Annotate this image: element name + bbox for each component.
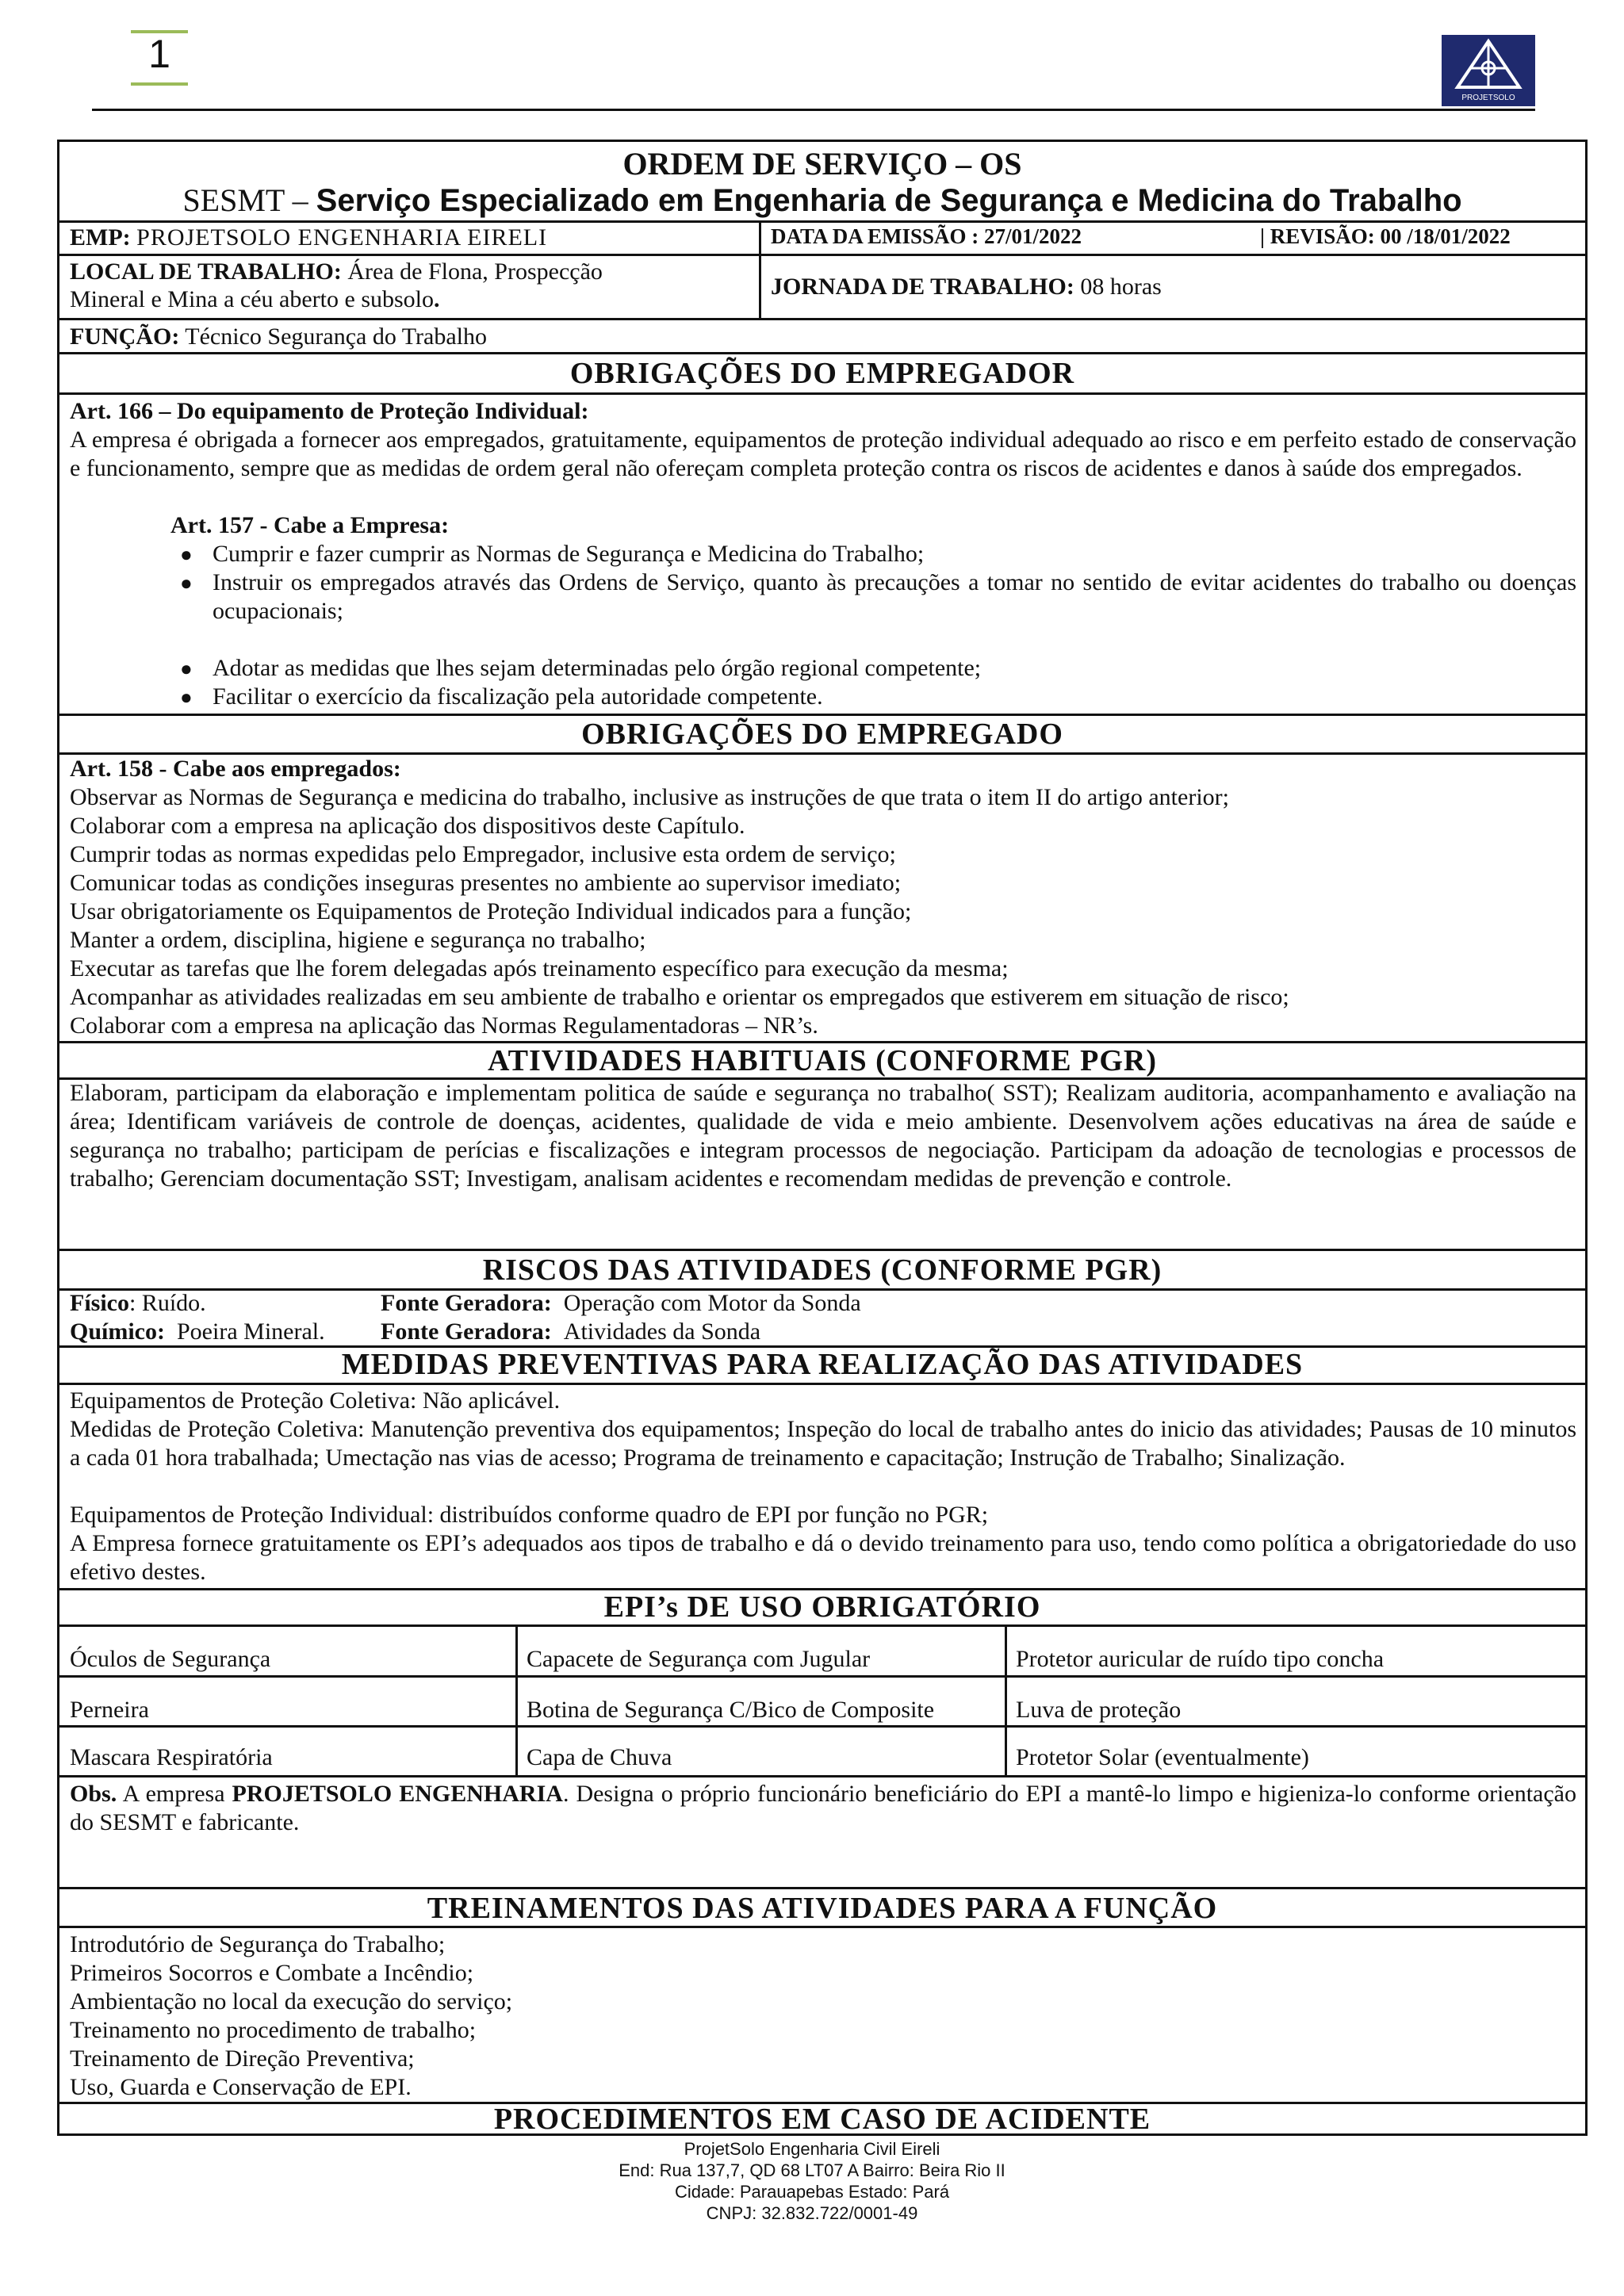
art166-text: A empresa é obrigada a fornecer aos empregados, gratuitamente, equipamentos de proteção individual adequado ao risco e em perfeito estado de conservação e funcionamento, sempre que as medidas de ordem geral não ofereçam completa proteção contra os riscos de acidentes e danos à saúde dos empregados.	[70, 427, 1576, 481]
bullet-icon: ●	[180, 543, 193, 566]
empregado-item: Manter a ordem, disciplina, higiene e segurança no trabalho;	[70, 927, 646, 953]
treinamento-item: Treinamento de Direção Preventiva;	[70, 2045, 415, 2072]
subtitle-rest: Serviço Especializado em Engenharia de Segurança e Medicina do Trabalho	[316, 183, 1462, 218]
atividades-text: Elaboram, participam da elaboração e implementam politica de saúde e segurança no trabalho( SST); Realizam auditoria, acompanhamento e avaliação na área; Identificam variáveis de controle de doenças, acidentes, qualidade de vida e meio ambiente. Desenvolvem ações educativas na área de saúde e segurança no trabalho; participam de perícias e fiscalizações e integram processos de negociação. Participam da adoação de tecnologias e processos de trabalho; Gerenciam documentação SST; Investigam, analisam acidentes e recomendam medidas de prevenção e controle.	[70, 1080, 1576, 1192]
local-field-line2: Mineral e Mina a céu aberto e subsolo.	[70, 286, 440, 312]
art158-title: Art. 158 - Cabe aos empregados:	[70, 756, 401, 782]
bullet-icon: ●	[180, 657, 193, 680]
risco-row: Físico: Ruído.	[70, 1290, 206, 1316]
empregado-item: Usar obrigatoriamente os Equipamentos de Proteção Individual indicados para a função;	[70, 898, 912, 924]
epi-cell: Mascara Respiratória	[70, 1744, 273, 1770]
medidas-fornece: A Empresa fornece gratuitamente os EPI’s adequados aos tipos de trabalho e dá o devido treinamento para uso, tendo como política a obrigatoriedade do uso efetivo destes.	[70, 1530, 1576, 1585]
medidas-protecao-coletiva: Medidas de Proteção Coletiva: Manutenção preventiva dos equipamentos; Inspeção do local de trabalho antes do inicio das atividades; Pausas de 10 minutos a cada 01 hora trabalhada; Umectação nas vias de acesso; Programa de treinamento e capacitação; Instrução de Trabalho; Sinalização.	[70, 1416, 1576, 1471]
document-title: ORDEM DE SERVIÇO – OS	[622, 146, 1022, 182]
empregado-item: Colaborar com a empresa na aplicação dos dispositivos deste Capítulo.	[70, 813, 745, 839]
header-rule	[92, 109, 1535, 111]
empregador-bullet: Adotar as medidas que lhes sejam determinadas pelo órgão regional competente;	[213, 655, 982, 681]
epi-cell: Protetor Solar (eventualmente)	[1016, 1744, 1309, 1770]
subtitle-prefix: SESMT –	[182, 182, 316, 218]
epi-cell: Botina de Segurança C/Bico de Composite	[527, 1697, 935, 1723]
empregado-item: Observar as Normas de Segurança e medicina do trabalho, inclusive as instruções de que trata o item II do artigo anterior;	[70, 784, 1229, 810]
jornada-label: JORNADA DE TRABALHO:	[771, 274, 1074, 300]
medidas-epi: Equipamentos de Proteção Individual: distribuídos conforme quadro de EPI por função no PGR;	[70, 1502, 989, 1528]
footer-cnpj: CNPJ: 32.832.722/0001-49	[706, 2203, 918, 2223]
epi-cell: Capa de Chuva	[527, 1744, 672, 1770]
art157-title: Art. 157 - Cabe a Empresa:	[170, 512, 450, 538]
epi-cell: Óculos de Segurança	[70, 1646, 271, 1672]
logo-text: PROJETSOLO	[1461, 94, 1515, 102]
section-title-procedimentos: PROCEDIMENTOS EM CASO DE ACIDENTE	[493, 2103, 1151, 2136]
epi-cell: Capacete de Segurança com Jugular	[527, 1646, 871, 1672]
section-title-treinamentos: TREINAMENTOS DAS ATIVIDADES PARA A FUNÇÃO	[427, 1892, 1218, 1925]
treinamento-item: Uso, Guarda e Conservação de EPI.	[70, 2074, 412, 2100]
empregado-item: Comunicar todas as condições inseguras presentes no ambiente ao supervisor imediato;	[70, 870, 902, 896]
bullet-icon: ●	[180, 572, 193, 595]
emp-field	[70, 224, 547, 251]
epi-cell: Perneira	[70, 1697, 149, 1723]
treinamento-item: Primeiros Socorros e Combate a Incêndio;	[70, 1960, 474, 1986]
treinamento-item: Ambientação no local da execução do serviço;	[70, 1988, 513, 2015]
jornada-field	[771, 274, 1162, 300]
empregador-bullet: Facilitar o exercício da fiscalização pela autoridade competente.	[213, 683, 823, 710]
risco-fonte: Fonte Geradora: Operação com Motor da Sonda	[381, 1290, 861, 1316]
epi-cell: Protetor auricular de ruído tipo concha	[1016, 1646, 1385, 1672]
empregado-item: Acompanhar as atividades realizadas em seu ambiente de trabalho e orientar os empregados que estiverem em situação de risco;	[70, 984, 1289, 1010]
section-title-riscos: RISCOS DAS ATIVIDADES (CONFORME PGR)	[482, 1253, 1162, 1287]
footer-city: Cidade: Parauapebas Estado: Pará	[674, 2182, 950, 2202]
treinamento-item: Treinamento no procedimento de trabalho;	[70, 2017, 477, 2043]
empregado-item: Colaborar com a empresa na aplicação das Normas Regulamentadoras – NR’s.	[70, 1012, 818, 1039]
treinamento-item: Introdutório de Segurança do Trabalho;	[70, 1931, 446, 1957]
emp-label: EMP:	[70, 224, 131, 251]
emission-date: DATA DA EMISSÃO : 27/01/2022	[771, 224, 1082, 248]
funcao-field	[70, 323, 487, 350]
empregado-item: Executar as tarefas que lhe forem delegadas após treinamento específico para execução da mesma;	[70, 955, 1009, 982]
bullet-icon: ●	[180, 686, 193, 709]
page-number: 1	[148, 32, 170, 76]
epi-cell: Luva de proteção	[1016, 1697, 1182, 1723]
page-number-bottom-rule	[131, 82, 188, 86]
footer-address: End: Rua 137,7, QD 68 LT07 A Bairro: Beira Rio II	[619, 2160, 1005, 2180]
local-label: LOCAL DE TRABALHO:	[70, 258, 342, 285]
funcao-label: FUNÇÃO:	[70, 323, 180, 350]
section-title-empregado: OBRIGAÇÕES DO EMPREGADO	[581, 718, 1063, 751]
section-title-medidas: MEDIDAS PREVENTIVAS PARA REALIZAÇÃO DAS ATIVIDADES	[341, 1348, 1304, 1381]
section-title-empregador: OBRIGAÇÕES DO EMPREGADOR	[569, 357, 1075, 390]
jornada-value: 08 horas	[1080, 274, 1162, 300]
projetsolo-logo	[1442, 35, 1535, 106]
funcao-value: Técnico Segurança do Trabalho	[185, 323, 488, 350]
revision-date: | REVISÃO: 00 /18/01/2022	[1260, 224, 1511, 248]
empregador-bullet: Instruir os empregados através das Ordens de Serviço, quanto às precauções a tomar no sentido de evitar acidentes do trabalho ou doenças ocupacionais;	[213, 569, 1576, 624]
section-title-epis: EPI’s DE USO OBRIGATÓRIO	[603, 1590, 1041, 1624]
epi-obs: Obs. A empresa PROJETSOLO ENGENHARIA. Designa o próprio funcionário beneficiário do EPI a mantê-lo limpo e higieniza-lo conforme orientação do SESMT e fabricante.	[70, 1781, 1576, 1835]
footer-company: ProjetSolo Engenharia Civil Eireli	[684, 2139, 940, 2159]
risco-row: Químico: Poeira Mineral.	[70, 1318, 325, 1345]
document-subtitle	[59, 181, 1585, 220]
empregado-item: Cumprir todas as normas expedidas pelo Empregador, inclusive esta ordem de serviço;	[70, 841, 896, 867]
empregador-bullet: Cumprir e fazer cumprir as Normas de Segurança e Medicina do Trabalho;	[213, 541, 925, 567]
risco-fonte: Fonte Geradora: Atividades da Sonda	[381, 1318, 761, 1345]
local-field-line1: LOCAL DE TRABALHO: Área de Flona, Prospecção	[70, 258, 603, 285]
emp-value: PROJETSOLO ENGENHARIA EIRELI	[136, 224, 548, 251]
art166-title: Art. 166 – Do equipamento de Proteção Individual:	[70, 398, 589, 424]
medidas-epc: Equipamentos de Proteção Coletiva: Não aplicável.	[70, 1387, 561, 1414]
service-order-frame	[57, 140, 1588, 2136]
section-title-atividades: ATIVIDADES HABITUAIS (CONFORME PGR)	[488, 1044, 1157, 1077]
